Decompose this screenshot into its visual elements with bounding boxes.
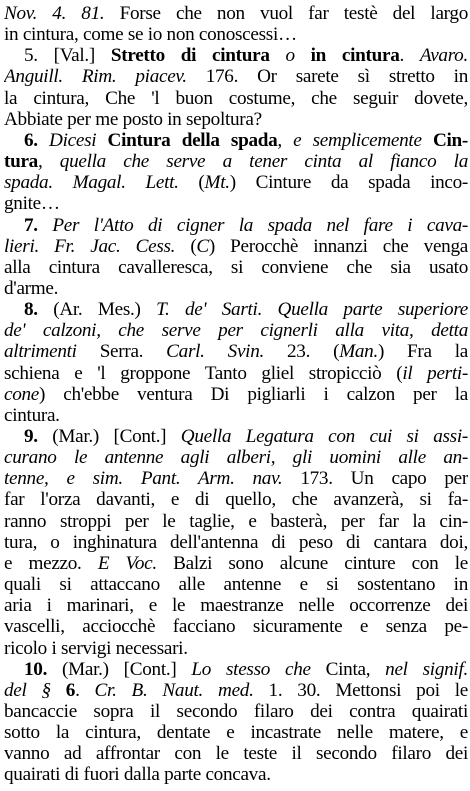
text-segment: Nov. 4. 81. bbox=[4, 3, 105, 24]
text-segment: 9. bbox=[24, 426, 53, 447]
text-segment: in cintura, come se io non conoscessi… bbox=[4, 24, 297, 46]
text-segment: cintura. bbox=[4, 404, 60, 426]
text-segment: aria i marinari, e le maestranze nelle occorrenze dei bbox=[4, 595, 468, 617]
text-segment: Serra. bbox=[76, 341, 167, 363]
text-segment: . bbox=[75, 679, 95, 701]
text-segment: schiena e 'l groppone Tanto gliel stropicciò ( bbox=[4, 362, 403, 384]
text-segment: (Mar.) [Cont.] bbox=[52, 426, 181, 447]
text-segment: (Ar. Mes.) bbox=[53, 299, 157, 321]
text-segment: gnite… bbox=[4, 193, 60, 215]
text-segment: sotto la cintura, dentate e incastrate nelle matere, e bbox=[4, 722, 468, 744]
text-segment: quairati di fuori dalla parte concava. bbox=[4, 764, 271, 786]
text-segment: Balzi sono alcune cinture con le bbox=[156, 552, 468, 574]
text-segment: Cintura della spada bbox=[107, 129, 278, 151]
text-segment: 6 bbox=[65, 679, 76, 701]
text-segment: il perti- bbox=[402, 362, 468, 384]
text-segment: vascelli, acciocchè facciano sicuramente e senza pe- bbox=[4, 616, 468, 638]
text-segment: cone bbox=[4, 383, 40, 405]
text-segment: vanno ad affrontar con le teste il secondo filaro dei bbox=[4, 743, 468, 765]
text-segment: la cintura, Che 'l buon costume, che seguir dovete, bbox=[4, 87, 468, 109]
text-segment: Cin- bbox=[432, 129, 468, 151]
text-segment: Mt. bbox=[204, 172, 230, 194]
text-segment: spada. Magal. Lett. bbox=[4, 172, 179, 194]
text-segment: in cintura bbox=[294, 45, 400, 67]
text-segment: far l'orza davanti, e di quello, che avanzerà, si fa- bbox=[4, 489, 468, 511]
text-segment: tenne, e sim. Pant. Arm. nav. bbox=[4, 468, 283, 490]
text-segment: d'arme. bbox=[4, 277, 59, 299]
text-segment: Quella Legatura con cui si assi- bbox=[180, 426, 468, 447]
text-segment: 10. bbox=[24, 658, 63, 680]
text-segment: Man. bbox=[339, 341, 378, 363]
text-segment: (Mar.) [Cont.] bbox=[62, 658, 192, 680]
text-segment: curano le antenne agli alberi, gli uomini alle an- bbox=[4, 447, 468, 469]
text-segment: Cinta, bbox=[310, 658, 386, 680]
text-segment: altrimenti bbox=[4, 341, 77, 363]
text-segment: C bbox=[196, 235, 209, 257]
text-segment: tura, o inghinatura dell'antenna di peso di cantara doi, bbox=[4, 531, 468, 553]
text-segment: 1. 30. Mettonsi poi le bbox=[253, 679, 468, 701]
text-segment: alla cintura cavalleresca, si conviene che sia usato bbox=[4, 256, 468, 278]
text-segment: E Voc. bbox=[97, 552, 157, 574]
text-segment: bancaccie sopra il secondo filaro dei contra quairati bbox=[4, 700, 468, 722]
text-segment: ranno stroppi per le taglie, e basterà, per far la cin- bbox=[4, 510, 468, 532]
text-segment: 6. bbox=[24, 129, 50, 151]
text-segment: Dicesi bbox=[49, 129, 108, 151]
text-segment: 5. [Val.] bbox=[24, 45, 111, 67]
text-segment: Lo stesso che bbox=[191, 658, 311, 680]
text-segment: 8. bbox=[24, 299, 54, 321]
text-segment: nel signif. bbox=[385, 658, 468, 680]
text-segment: ) ch'ebbe ventura Di pigliarli i calzon per la bbox=[39, 383, 468, 405]
text-segment: T. de' Sarti. Quella parte superiore bbox=[156, 299, 468, 321]
text-segment: 7. bbox=[24, 214, 53, 236]
text-segment: Per l'Atto di cigner la spada nel fare i cava- bbox=[52, 214, 468, 236]
text-segment: tura bbox=[4, 151, 38, 172]
text-segment: Forse che non vuol far testè del largo bbox=[104, 3, 468, 24]
text-segment: Abbiate per me posto in sepoltura? bbox=[4, 108, 262, 130]
text-segment: Cr. B. Naut. med. bbox=[94, 679, 254, 701]
text-segment: ) Fra la bbox=[377, 341, 468, 363]
text-segment: , e semplicemente bbox=[277, 129, 433, 151]
text-segment: ( bbox=[175, 235, 197, 257]
text-segment: Stretto di cintura bbox=[110, 45, 286, 67]
text-segment: Avaro. bbox=[419, 45, 468, 67]
text-segment: e mezzo. bbox=[4, 552, 98, 574]
text-line bbox=[4, 763, 468, 787]
text-segment: 23. ( bbox=[264, 341, 340, 363]
text-segment: ) Perocchè innanzi che venga bbox=[208, 235, 468, 257]
text-segment: ) Cinture da spada inco- bbox=[229, 172, 468, 194]
text-segment: ( bbox=[178, 172, 205, 194]
text-segment: lieri. Fr. Jac. Cess. bbox=[4, 235, 176, 257]
text-segment: , quella che serve a tener cinta al fianco la bbox=[37, 151, 468, 172]
text-segment: 173. Un capo per bbox=[282, 468, 468, 490]
text-segment: quali si attaccano alle antenne e si sostentano in bbox=[4, 574, 468, 595]
text-segment: de' calzoni, che serve per cignerli alla vita, detta bbox=[4, 320, 468, 342]
text-segment: ricolo i servigi necessari. bbox=[4, 637, 188, 659]
text-segment: . bbox=[399, 45, 420, 67]
text-segment: Anguill. Rim. piacev. bbox=[4, 66, 187, 88]
text-segment: del § bbox=[4, 679, 66, 701]
text-segment: o bbox=[285, 45, 295, 67]
text-segment: 176. Or sarete sì stretto in bbox=[186, 66, 468, 88]
text-segment: Carl. Svin. bbox=[166, 341, 264, 363]
